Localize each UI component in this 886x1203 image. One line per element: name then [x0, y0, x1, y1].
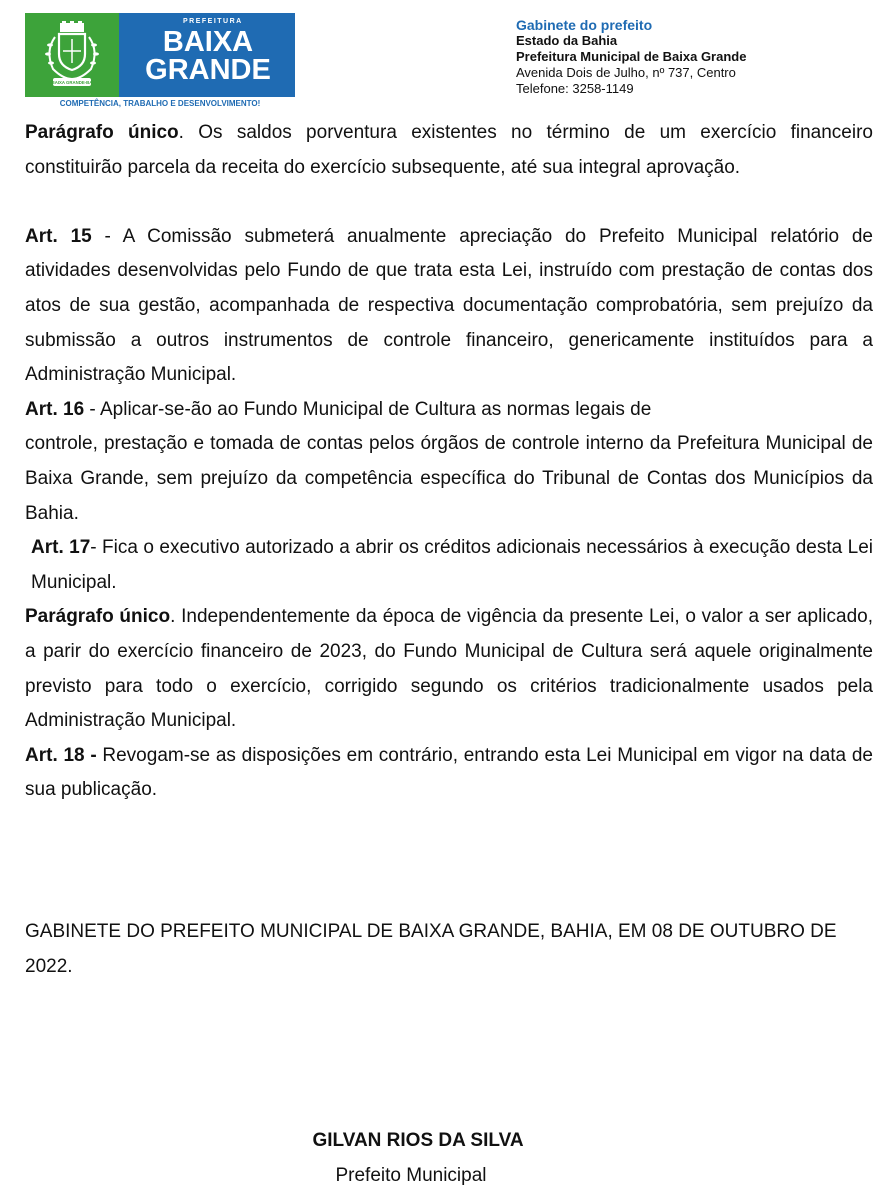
logo-name-line2: GRANDE [145, 54, 271, 86]
document-body [25, 116, 873, 808]
article-18 [25, 739, 873, 808]
article-text: - Fica o executivo autorizado a abrir os créditos adicionais necessários à execução desta Lei Municipal. [31, 537, 873, 593]
article-text: controle, prestação e tomada de contas pelos órgãos de controle interno da Prefeitura Municipal de Baixa Grande, sem prejuízo da competência específica do Tribunal de Contas dos Municípios da Bahia. [25, 433, 873, 524]
logo-crest-panel [25, 13, 119, 97]
article-number: Art. 18 - [25, 744, 97, 766]
office-address: Avenida Dois de Julho, nº 737, Centro [516, 65, 736, 80]
logo-name-line1: BAIXA [162, 26, 254, 58]
article-16-rest [25, 427, 873, 531]
article-17 [25, 531, 873, 600]
paragraph-lead: Parágrafo único [25, 606, 171, 628]
article-number: Art. 15 [25, 225, 92, 247]
article-text: - A Comissão submeterá anualmente apreciação do Prefeito Municipal relatório de atividades desenvolvidas pelo Fundo de que trata esta Lei, instruído com prestação de contas dos atos de sua gestão, acompanhada de respectiva documentação comprobatória, sem prejuízo da submissão a outros instrumentos de controle financeiro, genericamente instituídos para a Administração Municipal. [25, 225, 873, 386]
paragraph-sole-1 [25, 116, 873, 185]
article-16-first-line [25, 393, 873, 428]
logo-name [125, 28, 291, 84]
crest-ribbon-text: BAIXA GRANDE-BA [51, 80, 93, 85]
office-phone: Telefone: 3258-1149 [516, 81, 634, 96]
office-name: Prefeitura Municipal de Baixa Grande [516, 49, 747, 64]
office-title: Gabinete do prefeito [516, 17, 653, 33]
logo-prefeitura-label: PREFEITURA [183, 18, 243, 25]
paragraph-text: . Os saldos porventura existentes no término de um exercício financeiro constituirão parcela da receita do exercício subsequente, até sua integral aprovação. [25, 122, 873, 178]
signatory-role: Prefeito Municipal [335, 1165, 487, 1186]
paragraph-sole-2 [25, 600, 873, 738]
article-number: Art. 16 [25, 398, 85, 420]
blank-line [25, 185, 873, 220]
coat-of-arms-icon [37, 21, 107, 89]
paragraph-text: . Independentemente da época de vigência da presente Lei, o valor a ser aplicado, a parir do exercício financeiro de 2023, do Fundo Municipal de Cultura será aquele originalmente previsto para todo o exercício, corrigido segundo os critérios tradicionalmente usados pela Administração Municipal. [25, 606, 873, 732]
closing-statement: GABINETE DO PREFEITO MUNICIPAL DE BAIXA GRANDE, BAHIA, EM 08 DE OUTUBRO DE 2022. [25, 921, 837, 977]
article-number: Art. 17 [31, 537, 91, 559]
office-header [516, 17, 746, 97]
article-15 [25, 220, 873, 393]
municipality-logo [25, 13, 295, 97]
paragraph-lead: Parágrafo único [25, 122, 179, 143]
article-text: Revogam-se as disposições em contrário, entrando esta Lei Municipal em vigor na data de sua publicação. [25, 744, 873, 801]
office-state: Estado da Bahia [516, 33, 618, 48]
article-text: - Aplicar-se-ão ao Fundo Municipal de Cultura as normas legais de [84, 398, 652, 420]
signatory-name: GILVAN RIOS DA SILVA [312, 1130, 524, 1151]
logo-slogan: COMPETÊNCIA, TRABALHO E DESENVOLVIMENTO! [59, 99, 261, 108]
